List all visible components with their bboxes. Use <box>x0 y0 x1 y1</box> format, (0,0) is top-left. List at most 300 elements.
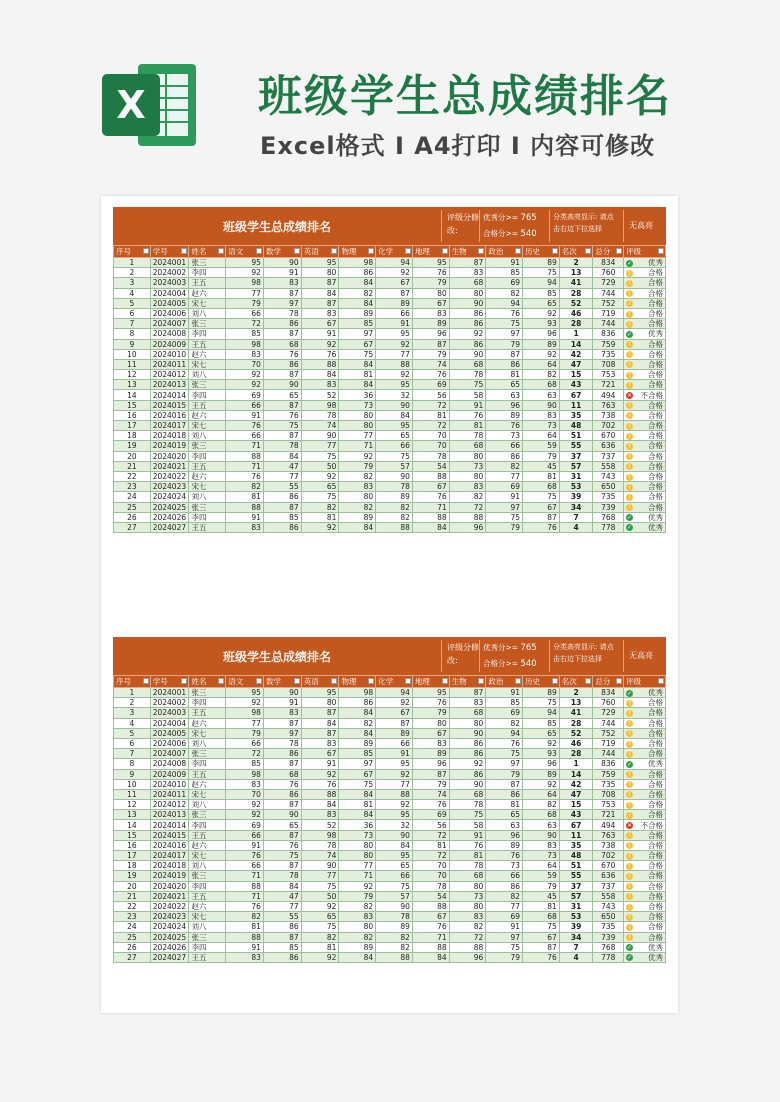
subject-score[interactable]: 69 <box>412 380 449 390</box>
row-index[interactable]: 22 <box>114 901 151 911</box>
total-score[interactable]: 752 <box>593 728 624 738</box>
subject-score[interactable]: 96 <box>449 952 486 962</box>
row-index[interactable]: 25 <box>114 502 151 512</box>
total-score[interactable]: 753 <box>593 800 624 810</box>
subject-score[interactable]: 84 <box>376 410 413 420</box>
subject-score[interactable]: 91 <box>486 922 523 932</box>
row-index[interactable]: 12 <box>114 370 151 380</box>
subject-score[interactable]: 85 <box>339 749 376 759</box>
subject-score[interactable]: 82 <box>449 922 486 932</box>
subject-score[interactable]: 69 <box>486 482 523 492</box>
total-score[interactable]: 744 <box>593 319 624 329</box>
subject-score[interactable]: 52 <box>301 820 339 830</box>
subject-score[interactable]: 78 <box>412 451 449 461</box>
row-index[interactable]: 7 <box>114 319 151 329</box>
subject-score[interactable]: 82 <box>301 932 339 942</box>
total-score[interactable]: 763 <box>593 400 624 410</box>
subject-score[interactable]: 80 <box>339 840 376 850</box>
student-id[interactable]: 2024025 <box>150 932 189 942</box>
subject-score[interactable]: 76 <box>486 851 523 861</box>
subject-score[interactable]: 84 <box>301 800 339 810</box>
subject-score[interactable]: 76 <box>412 268 449 278</box>
subject-score[interactable]: 73 <box>449 891 486 901</box>
row-index[interactable]: 5 <box>114 298 151 308</box>
subject-score[interactable]: 89 <box>412 319 449 329</box>
subject-score[interactable]: 88 <box>449 942 486 952</box>
subject-score[interactable]: 76 <box>523 952 560 962</box>
subject-score[interactable]: 85 <box>523 718 560 728</box>
subject-score[interactable]: 68 <box>449 359 486 369</box>
subject-score[interactable]: 81 <box>412 840 449 850</box>
subject-score[interactable]: 96 <box>523 329 560 339</box>
row-index[interactable]: 2 <box>114 268 151 278</box>
subject-score[interactable]: 77 <box>226 288 264 298</box>
student-id[interactable]: 2024018 <box>150 431 189 441</box>
subject-score[interactable]: 65 <box>263 820 301 830</box>
subject-score[interactable]: 83 <box>226 952 264 962</box>
subject-score[interactable]: 92 <box>449 329 486 339</box>
subject-score[interactable]: 71 <box>226 871 264 881</box>
row-index[interactable]: 20 <box>114 451 151 461</box>
subject-score[interactable]: 81 <box>301 512 339 522</box>
subject-score[interactable]: 36 <box>339 390 376 400</box>
subject-score[interactable]: 86 <box>486 451 523 461</box>
student-name[interactable]: 宋七 <box>189 851 226 861</box>
subject-score[interactable]: 66 <box>376 738 413 748</box>
subject-score[interactable]: 87 <box>523 942 560 952</box>
grade-cell[interactable] <box>624 288 666 298</box>
subject-score[interactable]: 85 <box>523 288 560 298</box>
subject-score[interactable]: 90 <box>263 380 301 390</box>
subject-score[interactable]: 90 <box>376 400 413 410</box>
student-id[interactable]: 2024015 <box>150 830 189 840</box>
subject-score[interactable]: 90 <box>523 400 560 410</box>
total-score[interactable]: 702 <box>593 851 624 861</box>
filter-dropdown-icon[interactable] <box>515 248 521 254</box>
row-index[interactable]: 14 <box>114 390 151 400</box>
subject-score[interactable]: 86 <box>263 359 301 369</box>
subject-score[interactable]: 72 <box>226 749 264 759</box>
subject-score[interactable]: 67 <box>523 932 560 942</box>
student-id[interactable]: 2024018 <box>150 861 189 871</box>
filter-dropdown-icon[interactable] <box>616 678 622 684</box>
subject-score[interactable]: 75 <box>523 492 560 502</box>
subject-score[interactable]: 66 <box>486 871 523 881</box>
subject-score[interactable]: 80 <box>339 851 376 861</box>
rank-cell[interactable]: 39 <box>559 492 593 502</box>
column-header[interactable] <box>263 676 301 688</box>
subject-score[interactable]: 66 <box>226 400 264 410</box>
grade-cell[interactable] <box>624 718 666 728</box>
student-name[interactable]: 刘八 <box>189 370 226 380</box>
subject-score[interactable]: 79 <box>226 298 264 308</box>
student-name[interactable]: 李四 <box>189 942 226 952</box>
column-header[interactable] <box>624 676 666 688</box>
subject-score[interactable]: 87 <box>263 830 301 840</box>
rank-cell[interactable]: 11 <box>559 830 593 840</box>
student-name[interactable]: 李四 <box>189 820 226 830</box>
rank-cell[interactable]: 42 <box>559 779 593 789</box>
grade-cell[interactable] <box>624 932 666 942</box>
student-id[interactable]: 2024001 <box>150 258 189 268</box>
subject-score[interactable]: 86 <box>486 789 523 799</box>
row-index[interactable]: 1 <box>114 258 151 268</box>
rank-cell[interactable]: 2 <box>559 258 593 268</box>
student-id[interactable]: 2024001 <box>150 688 189 698</box>
subject-score[interactable]: 67 <box>339 769 376 779</box>
subject-score[interactable]: 55 <box>263 482 301 492</box>
total-score[interactable]: 752 <box>593 298 624 308</box>
filter-dropdown-icon[interactable] <box>585 248 591 254</box>
rank-cell[interactable]: 53 <box>559 482 593 492</box>
student-name[interactable]: 赵六 <box>189 901 226 911</box>
subject-score[interactable]: 92 <box>301 339 339 349</box>
filter-dropdown-icon[interactable] <box>181 678 187 684</box>
rank-cell[interactable]: 48 <box>559 421 593 431</box>
total-score[interactable]: 558 <box>593 891 624 901</box>
student-id[interactable]: 2024009 <box>150 339 189 349</box>
subject-score[interactable]: 86 <box>449 319 486 329</box>
subject-score[interactable]: 76 <box>412 800 449 810</box>
subject-score[interactable]: 77 <box>301 871 339 881</box>
subject-score[interactable]: 75 <box>339 349 376 359</box>
filter-dropdown-icon[interactable] <box>478 248 484 254</box>
subject-score[interactable]: 92 <box>449 759 486 769</box>
subject-score[interactable]: 71 <box>226 441 264 451</box>
subject-score[interactable]: 63 <box>523 390 560 400</box>
subject-score[interactable]: 90 <box>263 810 301 820</box>
row-index[interactable]: 10 <box>114 779 151 789</box>
student-id[interactable]: 2024010 <box>150 349 189 359</box>
subject-score[interactable]: 84 <box>263 451 301 461</box>
column-header[interactable] <box>449 676 486 688</box>
subject-score[interactable]: 88 <box>301 789 339 799</box>
rank-cell[interactable]: 53 <box>559 912 593 922</box>
subject-score[interactable]: 83 <box>449 482 486 492</box>
total-score[interactable]: 719 <box>593 738 624 748</box>
subject-score[interactable]: 72 <box>226 319 264 329</box>
subject-score[interactable]: 94 <box>523 278 560 288</box>
subject-score[interactable]: 56 <box>412 820 449 830</box>
student-id[interactable]: 2024027 <box>150 952 189 962</box>
subject-score[interactable]: 87 <box>449 688 486 698</box>
subject-score[interactable]: 57 <box>376 891 413 901</box>
subject-score[interactable]: 80 <box>412 718 449 728</box>
student-id[interactable]: 2024013 <box>150 380 189 390</box>
student-id[interactable]: 2024013 <box>150 810 189 820</box>
subject-score[interactable]: 65 <box>376 861 413 871</box>
subject-score[interactable]: 67 <box>412 298 449 308</box>
subject-score[interactable]: 45 <box>523 891 560 901</box>
student-name[interactable]: 张三 <box>189 258 226 268</box>
subject-score[interactable]: 80 <box>339 492 376 502</box>
subject-score[interactable]: 82 <box>376 942 413 952</box>
student-id[interactable]: 2024020 <box>150 881 189 891</box>
subject-score[interactable]: 90 <box>449 728 486 738</box>
subject-score[interactable]: 67 <box>301 749 339 759</box>
subject-score[interactable]: 77 <box>376 779 413 789</box>
student-name[interactable]: 张三 <box>189 688 226 698</box>
subject-score[interactable]: 75 <box>301 881 339 891</box>
subject-score[interactable]: 76 <box>263 349 301 359</box>
rank-cell[interactable]: 42 <box>559 349 593 359</box>
subject-score[interactable]: 78 <box>263 871 301 881</box>
filter-dropdown-icon[interactable] <box>256 248 262 254</box>
subject-score[interactable]: 87 <box>263 400 301 410</box>
subject-score[interactable]: 69 <box>486 708 523 718</box>
subject-score[interactable]: 47 <box>263 891 301 901</box>
student-id[interactable]: 2024019 <box>150 871 189 881</box>
student-name[interactable]: 王五 <box>189 400 226 410</box>
total-score[interactable]: 753 <box>593 370 624 380</box>
total-score[interactable]: 729 <box>593 278 624 288</box>
subject-score[interactable]: 71 <box>226 891 264 901</box>
student-id[interactable]: 2024015 <box>150 400 189 410</box>
rank-cell[interactable]: 15 <box>559 370 593 380</box>
subject-score[interactable]: 93 <box>523 749 560 759</box>
subject-score[interactable]: 97 <box>339 759 376 769</box>
rank-cell[interactable]: 46 <box>559 738 593 748</box>
subject-score[interactable]: 95 <box>376 329 413 339</box>
filter-dropdown-icon[interactable] <box>143 248 149 254</box>
total-score[interactable]: 558 <box>593 461 624 471</box>
total-score[interactable]: 744 <box>593 288 624 298</box>
subject-score[interactable]: 67 <box>376 278 413 288</box>
filter-dropdown-icon[interactable] <box>218 678 224 684</box>
subject-score[interactable]: 82 <box>486 891 523 901</box>
subject-score[interactable]: 97 <box>486 759 523 769</box>
subject-score[interactable]: 76 <box>486 308 523 318</box>
subject-score[interactable]: 65 <box>523 728 560 738</box>
row-index[interactable]: 21 <box>114 461 151 471</box>
subject-score[interactable]: 85 <box>339 319 376 329</box>
rank-cell[interactable]: 28 <box>559 319 593 329</box>
subject-score[interactable]: 82 <box>376 502 413 512</box>
subject-score[interactable]: 84 <box>263 881 301 891</box>
subject-score[interactable]: 65 <box>376 431 413 441</box>
subject-score[interactable]: 98 <box>226 278 264 288</box>
subject-score[interactable]: 76 <box>412 698 449 708</box>
subject-score[interactable]: 75 <box>486 749 523 759</box>
column-header[interactable] <box>301 246 339 258</box>
subject-score[interactable]: 50 <box>301 891 339 901</box>
student-name[interactable]: 宋七 <box>189 789 226 799</box>
subject-score[interactable]: 76 <box>449 840 486 850</box>
filter-dropdown-icon[interactable] <box>294 248 300 254</box>
total-score[interactable]: 768 <box>593 512 624 522</box>
row-index[interactable]: 3 <box>114 708 151 718</box>
subject-score[interactable]: 89 <box>486 410 523 420</box>
student-id[interactable]: 2024026 <box>150 942 189 952</box>
column-header[interactable] <box>523 246 560 258</box>
rank-cell[interactable]: 43 <box>559 810 593 820</box>
column-header[interactable] <box>226 676 264 688</box>
subject-score[interactable]: 83 <box>449 268 486 278</box>
student-name[interactable]: 王五 <box>189 891 226 901</box>
subject-score[interactable]: 78 <box>301 840 339 850</box>
subject-score[interactable]: 76 <box>449 410 486 420</box>
subject-score[interactable]: 66 <box>226 861 264 871</box>
subject-score[interactable]: 78 <box>263 308 301 318</box>
subject-score[interactable]: 86 <box>486 881 523 891</box>
rank-cell[interactable]: 57 <box>559 461 593 471</box>
subject-score[interactable]: 75 <box>376 451 413 461</box>
subject-score[interactable]: 96 <box>449 522 486 532</box>
subject-score[interactable]: 82 <box>339 471 376 481</box>
subject-score[interactable]: 76 <box>486 421 523 431</box>
subject-score[interactable]: 98 <box>226 339 264 349</box>
rank-cell[interactable]: 47 <box>559 789 593 799</box>
grade-cell[interactable] <box>624 728 666 738</box>
subject-score[interactable]: 86 <box>263 952 301 962</box>
subject-score[interactable]: 89 <box>523 688 560 698</box>
subject-score[interactable]: 82 <box>339 718 376 728</box>
subject-score[interactable]: 83 <box>339 482 376 492</box>
subject-score[interactable]: 94 <box>486 728 523 738</box>
student-name[interactable]: 刘八 <box>189 800 226 810</box>
subject-score[interactable]: 92 <box>301 952 339 962</box>
subject-score[interactable]: 75 <box>301 922 339 932</box>
row-index[interactable]: 19 <box>114 441 151 451</box>
subject-score[interactable]: 87 <box>263 431 301 441</box>
row-index[interactable]: 6 <box>114 738 151 748</box>
subject-score[interactable]: 95 <box>226 258 264 268</box>
subject-score[interactable]: 86 <box>449 339 486 349</box>
rank-cell[interactable]: 31 <box>559 901 593 911</box>
subject-score[interactable]: 84 <box>339 522 376 532</box>
subject-score[interactable]: 85 <box>226 329 264 339</box>
subject-score[interactable]: 71 <box>339 441 376 451</box>
subject-score[interactable]: 75 <box>449 380 486 390</box>
subject-score[interactable]: 78 <box>376 912 413 922</box>
subject-score[interactable]: 86 <box>449 749 486 759</box>
grade-cell[interactable] <box>624 329 666 339</box>
grade-cell[interactable] <box>624 789 666 799</box>
subject-score[interactable]: 87 <box>263 932 301 942</box>
subject-score[interactable]: 92 <box>339 881 376 891</box>
grade-cell[interactable] <box>624 492 666 502</box>
column-header[interactable] <box>339 246 376 258</box>
subject-score[interactable]: 92 <box>226 370 264 380</box>
subject-score[interactable]: 82 <box>339 288 376 298</box>
subject-score[interactable]: 84 <box>339 298 376 308</box>
subject-score[interactable]: 32 <box>376 390 413 400</box>
filter-dropdown-icon[interactable] <box>658 248 664 254</box>
subject-score[interactable]: 57 <box>376 461 413 471</box>
subject-score[interactable]: 95 <box>226 688 264 698</box>
subject-score[interactable]: 80 <box>449 718 486 728</box>
total-score[interactable]: 708 <box>593 789 624 799</box>
rank-cell[interactable]: 67 <box>559 820 593 830</box>
subject-score[interactable]: 64 <box>523 431 560 441</box>
column-header[interactable] <box>412 246 449 258</box>
grade-cell[interactable] <box>624 861 666 871</box>
filter-dropdown-icon[interactable] <box>515 678 521 684</box>
filter-dropdown-icon[interactable] <box>405 678 411 684</box>
subject-score[interactable]: 79 <box>523 881 560 891</box>
subject-score[interactable]: 80 <box>339 421 376 431</box>
row-index[interactable]: 1 <box>114 688 151 698</box>
total-score[interactable]: 834 <box>593 258 624 268</box>
student-name[interactable]: 宋七 <box>189 728 226 738</box>
subject-score[interactable]: 67 <box>412 912 449 922</box>
subject-score[interactable]: 86 <box>263 749 301 759</box>
subject-score[interactable]: 84 <box>412 952 449 962</box>
subject-score[interactable]: 68 <box>449 708 486 718</box>
row-index[interactable]: 15 <box>114 830 151 840</box>
total-score[interactable]: 735 <box>593 779 624 789</box>
subject-score[interactable]: 75 <box>523 268 560 278</box>
grade-cell[interactable] <box>624 431 666 441</box>
total-score[interactable]: 739 <box>593 502 624 512</box>
filter-dropdown-icon[interactable] <box>368 678 374 684</box>
grade-cell[interactable] <box>624 779 666 789</box>
student-name[interactable]: 张三 <box>189 380 226 390</box>
subject-score[interactable]: 54 <box>412 891 449 901</box>
student-name[interactable]: 宋七 <box>189 482 226 492</box>
subject-score[interactable]: 64 <box>523 861 560 871</box>
rank-cell[interactable]: 37 <box>559 451 593 461</box>
subject-score[interactable]: 81 <box>301 942 339 952</box>
row-index[interactable]: 23 <box>114 482 151 492</box>
rank-cell[interactable]: 28 <box>559 749 593 759</box>
student-id[interactable]: 2024007 <box>150 749 189 759</box>
subject-score[interactable]: 79 <box>412 708 449 718</box>
column-header[interactable] <box>593 246 624 258</box>
total-score[interactable]: 739 <box>593 932 624 942</box>
subject-score[interactable]: 94 <box>376 258 413 268</box>
subject-score[interactable]: 77 <box>301 441 339 451</box>
subject-score[interactable]: 98 <box>339 258 376 268</box>
filter-dropdown-icon[interactable] <box>552 678 558 684</box>
pass-value[interactable]: 540 <box>520 229 537 239</box>
subject-score[interactable]: 88 <box>226 932 264 942</box>
student-id[interactable]: 2024009 <box>150 769 189 779</box>
student-id[interactable]: 2024024 <box>150 922 189 932</box>
subject-score[interactable]: 92 <box>376 370 413 380</box>
column-header[interactable] <box>376 676 413 688</box>
student-name[interactable]: 张三 <box>189 810 226 820</box>
subject-score[interactable]: 87 <box>449 258 486 268</box>
subject-score[interactable]: 90 <box>301 861 339 871</box>
subject-score[interactable]: 67 <box>301 319 339 329</box>
subject-score[interactable]: 79 <box>412 278 449 288</box>
subject-score[interactable]: 92 <box>226 698 264 708</box>
subject-score[interactable]: 65 <box>486 380 523 390</box>
subject-score[interactable]: 83 <box>523 840 560 850</box>
subject-score[interactable]: 95 <box>301 258 339 268</box>
student-name[interactable]: 赵六 <box>189 779 226 789</box>
subject-score[interactable]: 52 <box>301 390 339 400</box>
subject-score[interactable]: 86 <box>263 922 301 932</box>
filter-dropdown-icon[interactable] <box>585 678 591 684</box>
subject-score[interactable]: 84 <box>339 810 376 820</box>
subject-score[interactable]: 76 <box>486 738 523 748</box>
subject-score[interactable]: 92 <box>376 268 413 278</box>
student-name[interactable]: 李四 <box>189 698 226 708</box>
student-name[interactable]: 宋七 <box>189 359 226 369</box>
subject-score[interactable]: 68 <box>263 769 301 779</box>
subject-score[interactable]: 82 <box>339 901 376 911</box>
subject-score[interactable]: 88 <box>376 522 413 532</box>
subject-score[interactable]: 94 <box>486 298 523 308</box>
total-score[interactable]: 737 <box>593 881 624 891</box>
subject-score[interactable]: 67 <box>339 339 376 349</box>
grade-cell[interactable] <box>624 349 666 359</box>
subject-score[interactable]: 88 <box>226 451 264 461</box>
subject-score[interactable]: 98 <box>226 769 264 779</box>
subject-score[interactable]: 91 <box>376 749 413 759</box>
